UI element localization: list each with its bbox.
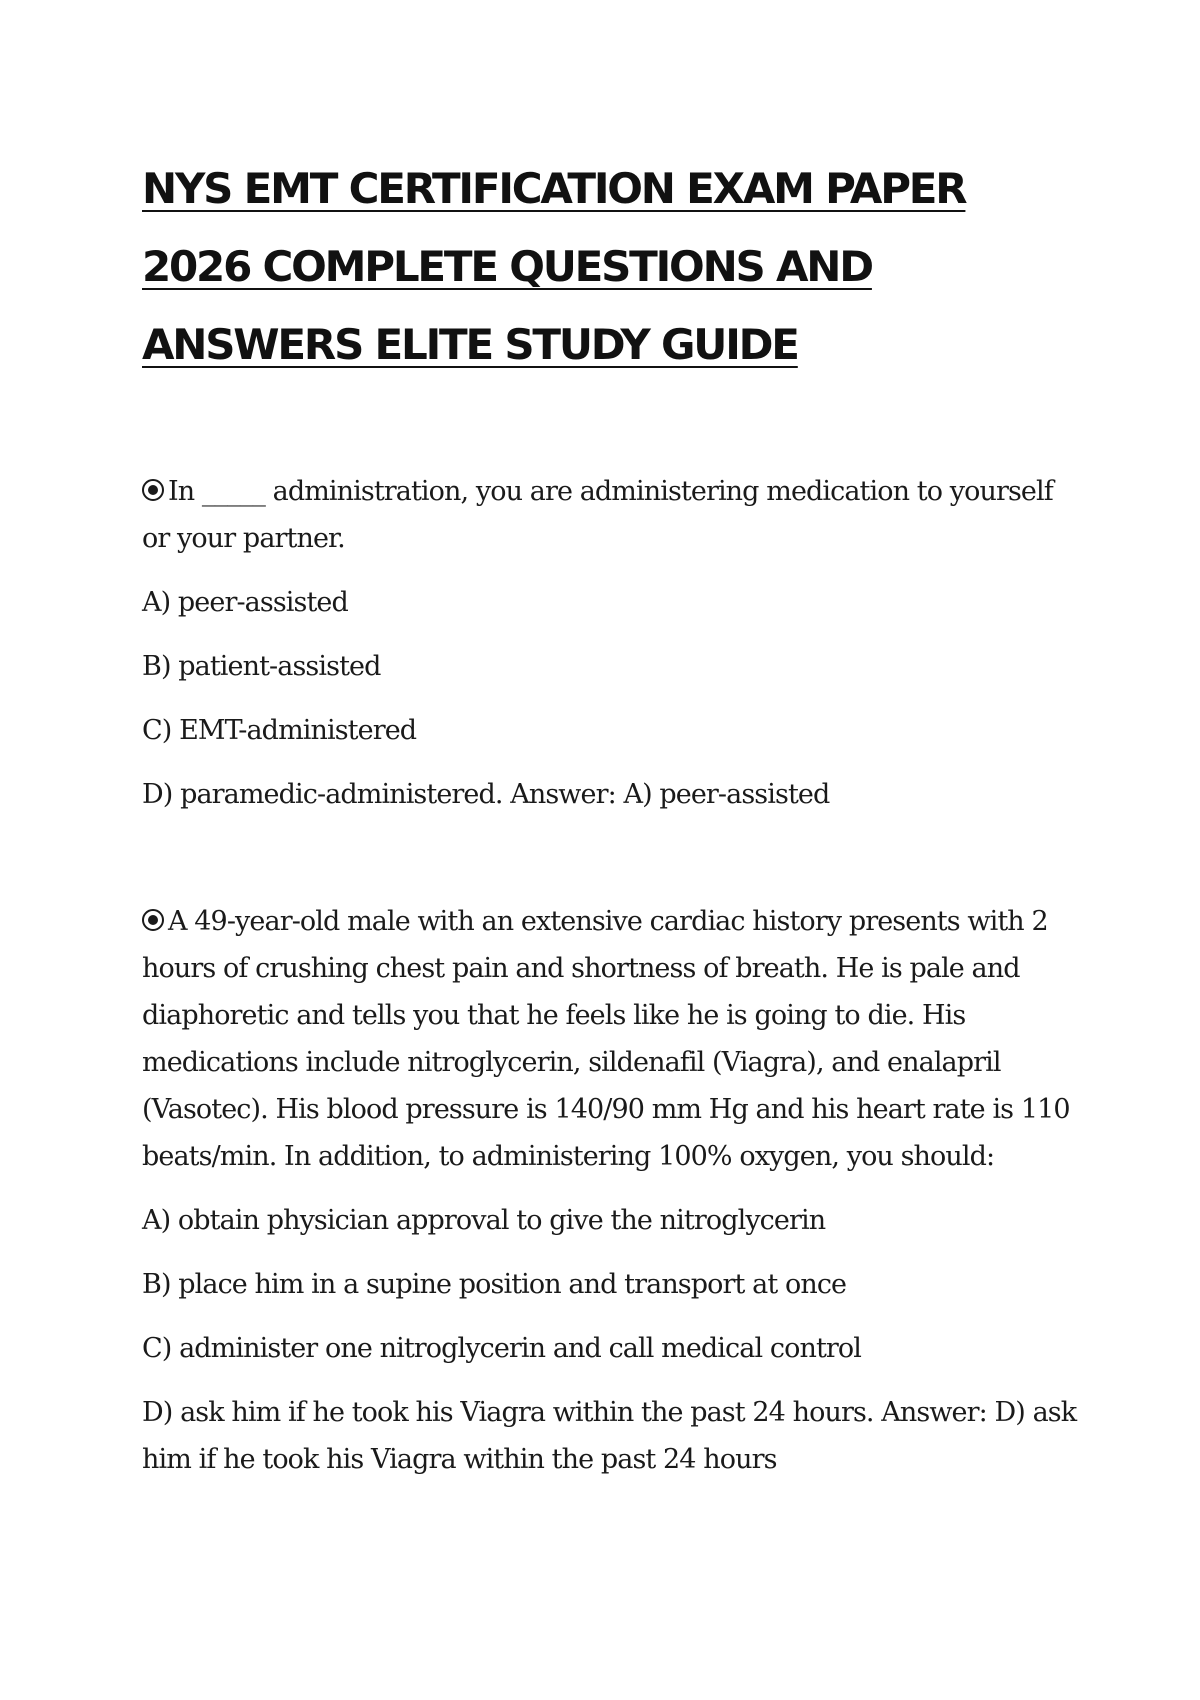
title-line: NYS EMT CERTIFICATION EXAM PAPER: [142, 164, 966, 213]
question-stem: A 49-year-old male with an extensive cardiac history presents with 2 hours of crushing chest pain and shortness of breath. He is pale and diaphoretic and tells you that he feels like he is going to die. His medications include nitroglycerin, sildenafil (Viagra), and enalapril (Vasotec). His blood pressure is 140/90 mm Hg and his heart rate is 110 beats/min. In addition, to administering 100% oxygen, you should:: [142, 906, 1070, 1172]
answer-option: C) administer one nitroglycerin and call medical control: [142, 1333, 861, 1364]
answer-option: C) EMT-administered: [142, 715, 417, 746]
radio-bullet-icon: [142, 479, 164, 501]
question-block: [142, 468, 1082, 818]
question-stem: In _____ administration, you are administering medication to yourself or your partner.: [142, 476, 1053, 554]
answer-option: B) patient-assisted: [142, 651, 381, 682]
title-line: 2026 COMPLETE QUESTIONS AND: [142, 242, 872, 291]
answer-option: A) obtain physician approval to give the nitroglycerin: [142, 1205, 826, 1236]
answer-option: D) ask him if he took his Viagra within the past 24 hours. Answer: D) ask him if he took his Viagra within the past 24 hours: [142, 1397, 1077, 1475]
radio-bullet-icon: [142, 909, 164, 931]
document-title: [142, 150, 1082, 384]
answer-option: A) peer-assisted: [142, 587, 348, 618]
answer-option: B) place him in a supine position and transport at once: [142, 1269, 847, 1300]
question-block: [142, 898, 1082, 1483]
answer-option: D) paramedic-administered. Answer: A) peer-assisted: [142, 779, 830, 810]
title-line: ANSWERS ELITE STUDY GUIDE: [142, 320, 798, 369]
